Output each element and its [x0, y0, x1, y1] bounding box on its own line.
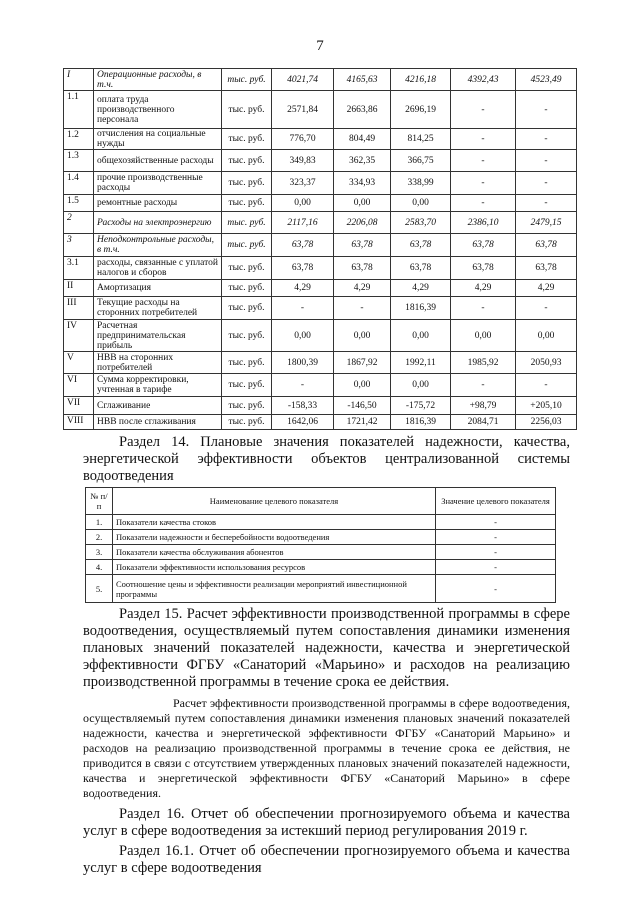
- row-unit: тыс. руб.: [222, 91, 272, 129]
- row-value: 2386,10: [451, 212, 516, 234]
- row-value: -146,50: [334, 397, 391, 415]
- row-name: Расчетная предпринимательская прибыль: [94, 320, 222, 352]
- row-value: 2256,03: [516, 415, 577, 430]
- row-value: 338,99: [391, 172, 451, 195]
- row-number: IV: [64, 320, 94, 352]
- row-value: -: [451, 91, 516, 129]
- row-value: -: [451, 150, 516, 172]
- row-value: 63,78: [516, 234, 577, 257]
- section-16-1-heading: Раздел 16.1. Отчет об обеспечении прогнозируемого объема и качества услуг в сфере водоотведения: [83, 843, 570, 876]
- table-row: [86, 545, 556, 560]
- section-15-text: Расчет эффективности производственной программы в сфере водоотведения, осуществляемый путем сопоставления динамики изменения плановых значений показателей надежности, качества и энергетической эффективности ФГБУ «Санаторий Марьино» и расходов на реализацию производственной программы в течение срока ее действия, не приводится в связи с отсутствием утвержденных плановых значений показателей надежности, качества и энергетической эффективности ФГБУ «Санаторий Марьино» в сфере водоотведения.: [83, 696, 570, 800]
- row-value: 1985,92: [451, 352, 516, 374]
- row-unit: тыс. руб.: [222, 234, 272, 257]
- row-value: 2117,16: [272, 212, 334, 234]
- table-row: [86, 575, 556, 603]
- row-value: -: [516, 91, 577, 129]
- row-number: VIII: [64, 415, 94, 430]
- row-value: 2663,86: [334, 91, 391, 129]
- row-name: отчисления на социальные нужды: [94, 129, 222, 150]
- row-name: Показатели качества стоков: [113, 515, 436, 530]
- row-number: II: [64, 280, 94, 297]
- row-value: 323,37: [272, 172, 334, 195]
- row-name: НВВ на сторонних потребителей: [94, 352, 222, 374]
- row-value: 4216,18: [391, 69, 451, 91]
- row-number: 2.: [86, 530, 113, 545]
- row-value: 0,00: [334, 374, 391, 397]
- table-row: [64, 297, 577, 320]
- row-number: 1.1: [64, 91, 94, 129]
- row-value: -175,72: [391, 397, 451, 415]
- row-number: 3.1: [64, 257, 94, 280]
- section-14-heading: Раздел 14. Плановые значения показателей надежности, качества, энергетической эффективности объектов централизованной системы водоотведения: [83, 434, 570, 484]
- page-content: [0, 68, 640, 897]
- row-value: 0,00: [272, 320, 334, 352]
- cost-table: [63, 68, 577, 430]
- row-value: 2084,71: [451, 415, 516, 430]
- row-name: Соотношение цены и эффективности реализации мероприятий инвестиционной программы: [113, 575, 436, 603]
- row-value: 1816,39: [391, 415, 451, 430]
- row-value: 0,00: [516, 320, 577, 352]
- row-number: 1.: [86, 515, 113, 530]
- row-value: -: [272, 297, 334, 320]
- table-row: [64, 212, 577, 234]
- row-number: VI: [64, 374, 94, 397]
- table-row: [64, 234, 577, 257]
- row-value: 334,93: [334, 172, 391, 195]
- row-value: -: [516, 297, 577, 320]
- row-value: 2571,84: [272, 91, 334, 129]
- row-value: 366,75: [391, 150, 451, 172]
- row-number: 1.4: [64, 172, 94, 195]
- row-value: 804,49: [334, 129, 391, 150]
- row-value: -: [451, 297, 516, 320]
- table-row: [64, 150, 577, 172]
- row-value: 0,00: [451, 320, 516, 352]
- row-number: VII: [64, 397, 94, 415]
- row-name: Текущие расходы на сторонних потребителей: [94, 297, 222, 320]
- row-value: -: [451, 195, 516, 212]
- row-value: -: [436, 575, 556, 603]
- row-value: 4,29: [334, 280, 391, 297]
- row-value: -: [436, 530, 556, 545]
- header-indicator-name: Наименование целевого показателя: [113, 488, 436, 515]
- row-value: -: [516, 374, 577, 397]
- row-value: -: [436, 545, 556, 560]
- page-number: 7: [316, 38, 324, 54]
- row-name: Показатели эффективности использования ресурсов: [113, 560, 436, 575]
- row-unit: тыс. руб.: [222, 257, 272, 280]
- row-number: 2: [64, 212, 94, 234]
- row-unit: тыс. руб.: [222, 212, 272, 234]
- row-value: 0,00: [334, 195, 391, 212]
- row-number: 4.: [86, 560, 113, 575]
- row-value: -: [516, 172, 577, 195]
- row-value: -: [451, 374, 516, 397]
- row-value: 0,00: [391, 320, 451, 352]
- table-row: [64, 69, 577, 91]
- row-value: 1867,92: [334, 352, 391, 374]
- row-name: Сумма корректировки, учтенная в тарифе: [94, 374, 222, 397]
- row-value: 2696,19: [391, 91, 451, 129]
- row-value: 0,00: [272, 195, 334, 212]
- row-value: -: [516, 150, 577, 172]
- row-unit: тыс. руб.: [222, 280, 272, 297]
- table-row: [64, 352, 577, 374]
- row-unit: тыс. руб.: [222, 297, 272, 320]
- row-name: ремонтные расходы: [94, 195, 222, 212]
- row-value: 2206,08: [334, 212, 391, 234]
- row-value: 2050,93: [516, 352, 577, 374]
- row-value: 2479,15: [516, 212, 577, 234]
- row-value: 4392,43: [451, 69, 516, 91]
- row-value: 1642,06: [272, 415, 334, 430]
- row-value: 63,78: [272, 234, 334, 257]
- row-number: III: [64, 297, 94, 320]
- row-value: 63,78: [334, 257, 391, 280]
- row-number: 1.2: [64, 129, 94, 150]
- row-name: Расходы на электроэнергию: [94, 212, 222, 234]
- row-value: 0,00: [334, 320, 391, 352]
- row-value: 63,78: [451, 257, 516, 280]
- table-row: [64, 415, 577, 430]
- row-name: общехозяйственные расходы: [94, 150, 222, 172]
- row-value: -: [451, 172, 516, 195]
- row-value: -: [516, 129, 577, 150]
- row-unit: тыс. руб.: [222, 150, 272, 172]
- row-value: 63,78: [451, 234, 516, 257]
- row-name: Сглаживание: [94, 397, 222, 415]
- table-row: [64, 320, 577, 352]
- table-row: [64, 172, 577, 195]
- row-unit: тыс. руб.: [222, 415, 272, 430]
- row-number: 1.5: [64, 195, 94, 212]
- row-number: 3: [64, 234, 94, 257]
- row-number: V: [64, 352, 94, 374]
- table-row: [64, 91, 577, 129]
- row-name: Неподконтрольные расходы, в т.ч.: [94, 234, 222, 257]
- row-name: НВВ после сглаживания: [94, 415, 222, 430]
- row-unit: тыс. руб.: [222, 320, 272, 352]
- table-row: [64, 397, 577, 415]
- row-unit: тыс. руб.: [222, 352, 272, 374]
- row-value: 362,35: [334, 150, 391, 172]
- row-value: 4,29: [451, 280, 516, 297]
- section-15-heading: Раздел 15. Расчет эффективности производственной программы в сфере водоотведения, осуществляемый путем сопоставления динамики изменения плановых значений показателей надежности, качества и энергетической эффективности ФГБУ «Санаторий «Марьино» и расходов на реализацию производственной программы в течение срока ее действия.: [83, 606, 570, 690]
- header-number: № п/п: [86, 488, 113, 515]
- row-value: 63,78: [272, 257, 334, 280]
- row-value: 4,29: [391, 280, 451, 297]
- table-row: [64, 257, 577, 280]
- row-number: 5.: [86, 575, 113, 603]
- row-value: 63,78: [391, 234, 451, 257]
- row-value: -: [272, 374, 334, 397]
- row-number: 3.: [86, 545, 113, 560]
- row-value: 1992,11: [391, 352, 451, 374]
- row-unit: тыс. руб.: [222, 374, 272, 397]
- row-value: 4,29: [516, 280, 577, 297]
- row-value: 1816,39: [391, 297, 451, 320]
- row-unit: тыс. руб.: [222, 397, 272, 415]
- table-row: [64, 195, 577, 212]
- row-value: 63,78: [516, 257, 577, 280]
- table-row: [64, 129, 577, 150]
- row-name: оплата труда производственного персонала: [94, 91, 222, 129]
- row-value: 349,83: [272, 150, 334, 172]
- row-value: 63,78: [391, 257, 451, 280]
- row-value: 4,29: [272, 280, 334, 297]
- row-number: I: [64, 69, 94, 91]
- row-value: 814,25: [391, 129, 451, 150]
- row-value: 4021,74: [272, 69, 334, 91]
- table-row: [64, 374, 577, 397]
- section-16-heading: Раздел 16. Отчет об обеспечении прогнозируемого объема и качества услуг в сфере водоотведения за истекший период регулирования 2019 г.: [83, 806, 570, 839]
- row-value: 63,78: [334, 234, 391, 257]
- table-row: [86, 560, 556, 575]
- row-value: 4523,49: [516, 69, 577, 91]
- row-number: 1.3: [64, 150, 94, 172]
- header-target-value: Значение целевого показателя: [436, 488, 556, 515]
- row-name: Амортизация: [94, 280, 222, 297]
- row-unit: тыс. руб.: [222, 129, 272, 150]
- row-value: -158,33: [272, 397, 334, 415]
- row-name: Операционные расходы, в т.ч.: [94, 69, 222, 91]
- row-value: 1721,42: [334, 415, 391, 430]
- row-value: -: [451, 129, 516, 150]
- table-header-row: [86, 488, 556, 515]
- row-value: 0,00: [391, 374, 451, 397]
- row-value: -: [334, 297, 391, 320]
- row-value: +205,10: [516, 397, 577, 415]
- row-value: -: [436, 560, 556, 575]
- row-value: 4165,63: [334, 69, 391, 91]
- row-value: +98,79: [451, 397, 516, 415]
- table-row: [86, 515, 556, 530]
- row-unit: тыс. руб.: [222, 172, 272, 195]
- row-value: -: [436, 515, 556, 530]
- row-value: 1800,39: [272, 352, 334, 374]
- row-name: Показатели качества обслуживания абонентов: [113, 545, 436, 560]
- row-unit: тыс. руб.: [222, 69, 272, 91]
- row-unit: тыс. руб.: [222, 195, 272, 212]
- row-name: прочие производственные расходы: [94, 172, 222, 195]
- row-value: -: [516, 195, 577, 212]
- target-indicators-table: [85, 487, 556, 603]
- row-value: 0,00: [391, 195, 451, 212]
- row-name: Показатели надежности и бесперебойности водоотведения: [113, 530, 436, 545]
- table-row: [64, 280, 577, 297]
- row-name: расходы, связанные с уплатой налогов и сборов: [94, 257, 222, 280]
- row-value: 776,70: [272, 129, 334, 150]
- row-value: 2583,70: [391, 212, 451, 234]
- table-row: [86, 530, 556, 545]
